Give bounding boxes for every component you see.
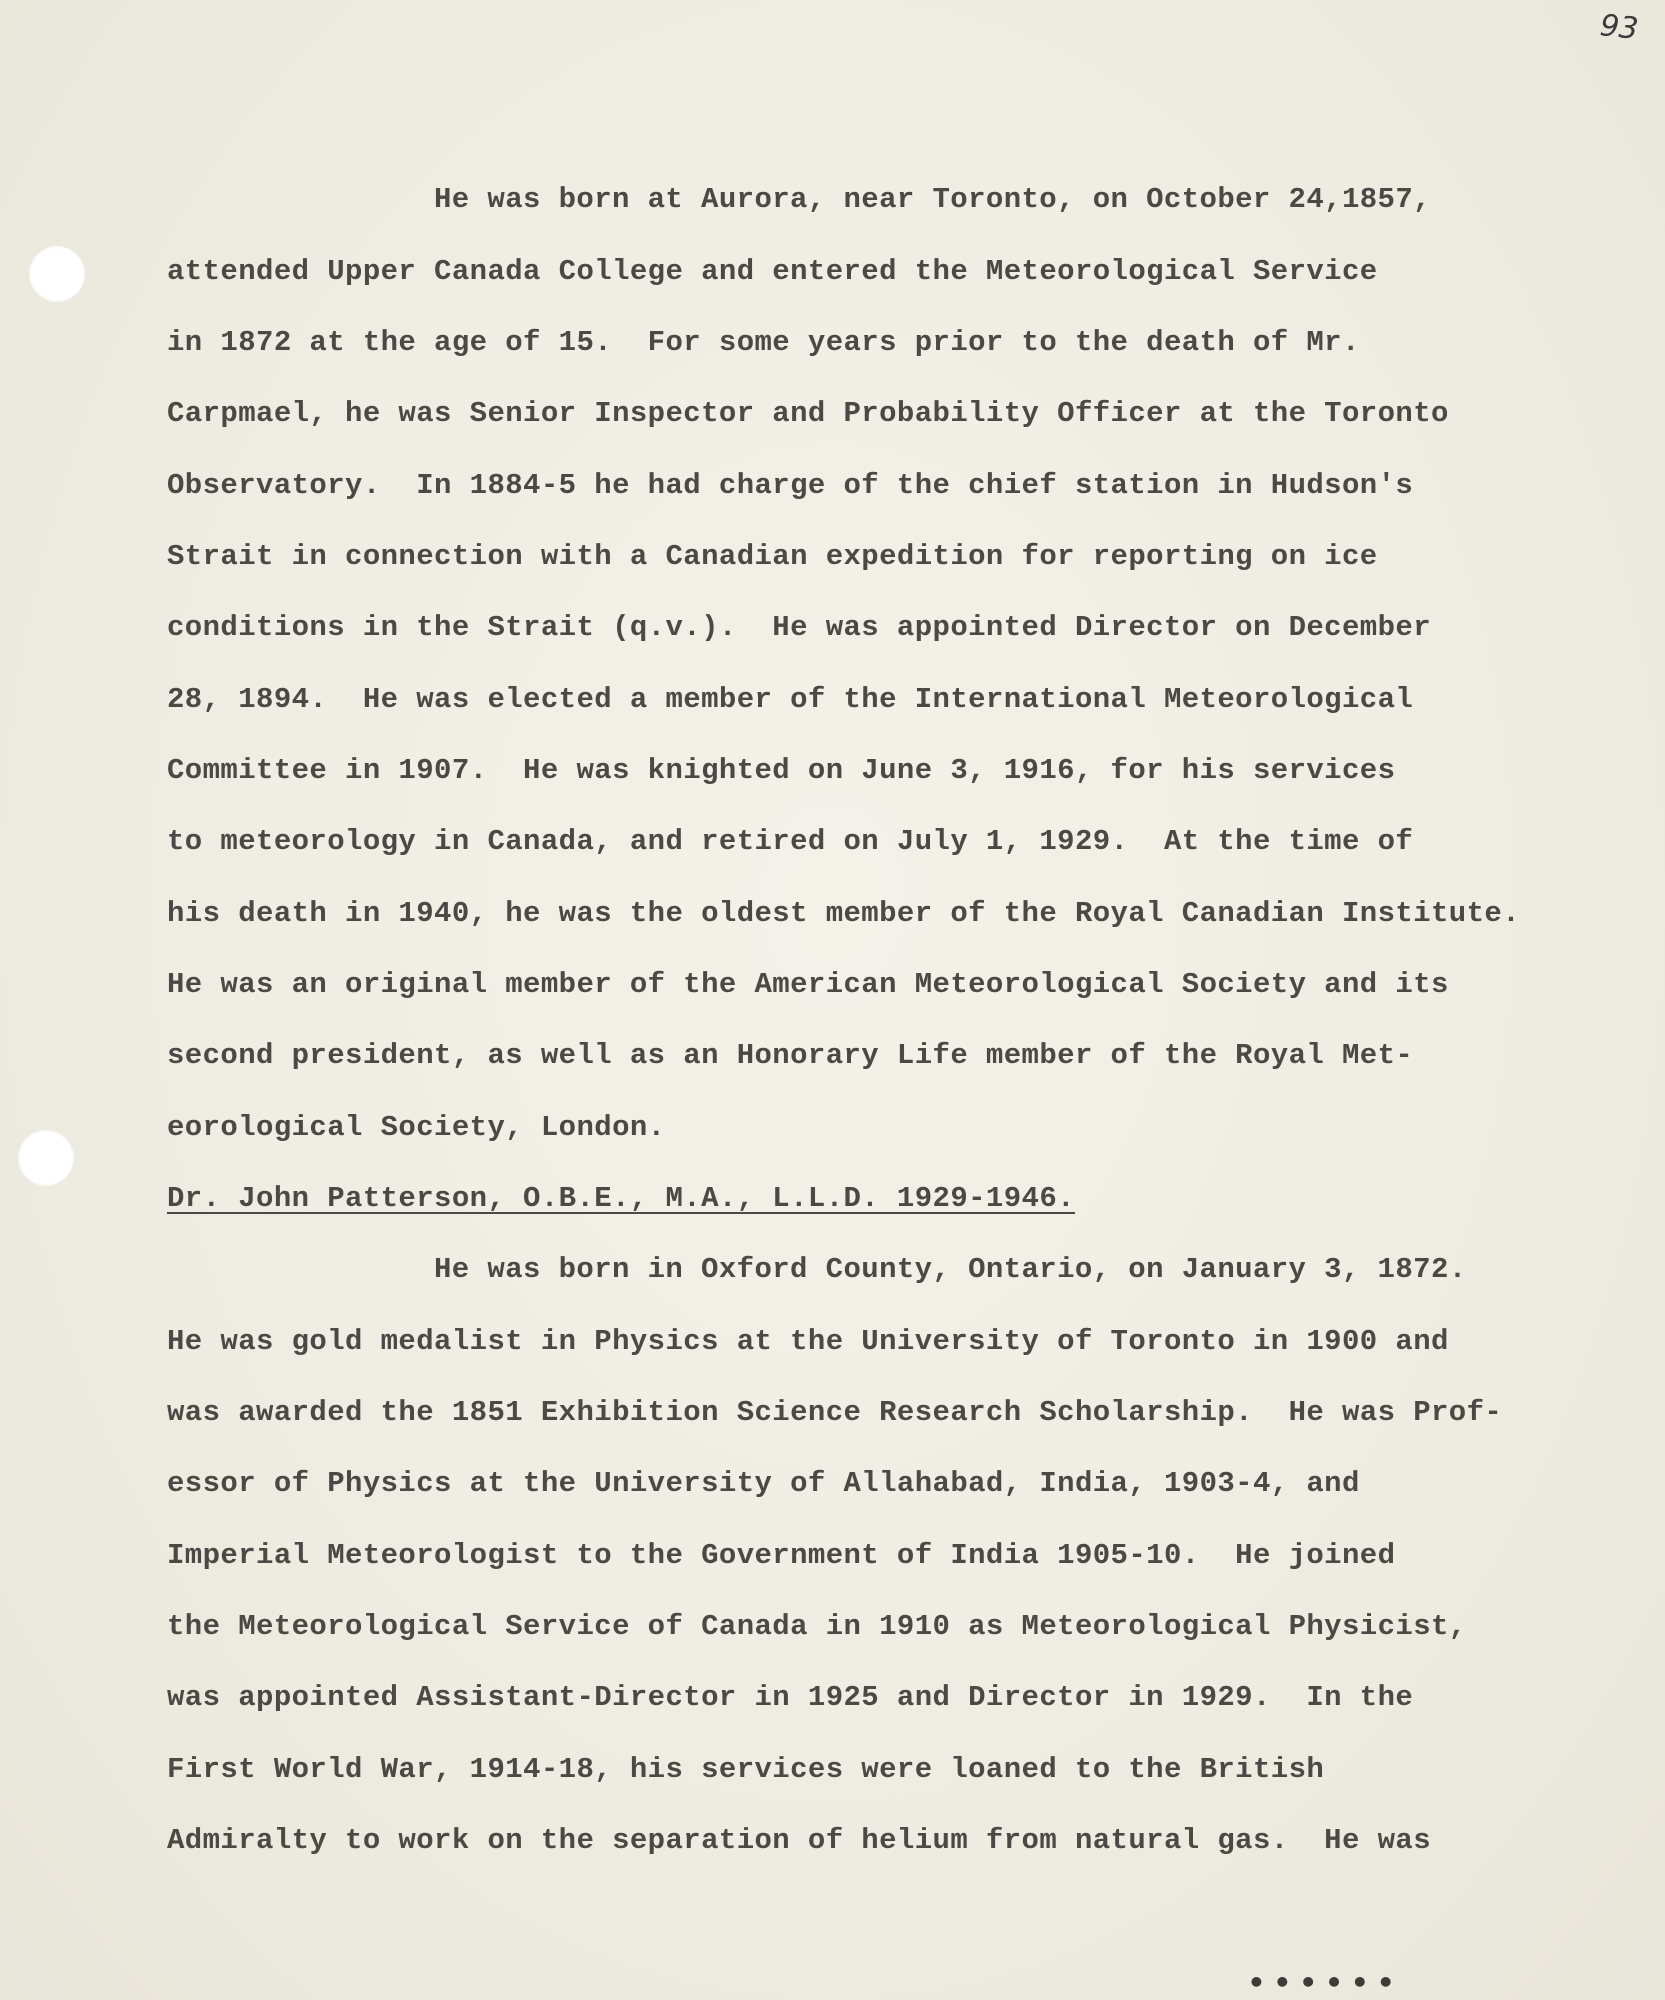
text-line: Strait in connection with a Canadian expedition for reporting on ice — [167, 540, 1378, 573]
text-line: to meteorology in Canada, and retired on July 1, 1929. At the time of — [167, 825, 1414, 858]
text-line: Observatory. In 1884-5 he had charge of the chief station in Hudson's — [167, 469, 1414, 502]
text-line: 28, 1894. He was elected a member of the International Meteorological — [167, 683, 1414, 716]
text-line: He was gold medalist in Physics at the University of Toronto in 1900 and — [167, 1325, 1449, 1358]
text-line: He was an original member of the American Meteorological Society and its — [167, 968, 1449, 1001]
page-number: 93 — [1598, 8, 1640, 47]
text-line: in 1872 at the age of 15. For some years prior to the death of Mr. — [167, 326, 1360, 359]
text-line: was awarded the 1851 Exhibition Science Research Scholarship. He was Prof- — [167, 1396, 1503, 1429]
text-line: Carpmael, he was Senior Inspector and Probability Officer at the Toronto — [167, 397, 1449, 430]
text-line: his death in 1940, he was the oldest member of the Royal Canadian Institute. — [167, 897, 1521, 930]
text-line: He was born in Oxford County, Ontario, on January 3, 1872. — [434, 1253, 1467, 1286]
text-line: First World War, 1914-18, his services were loaned to the British — [167, 1753, 1325, 1786]
text-line: Admiralty to work on the separation of helium from natural gas. He was — [167, 1824, 1432, 1857]
text-line: Imperial Meteorologist to the Government of India 1905-10. He joined — [167, 1539, 1396, 1572]
text-line: the Meteorological Service of Canada in 1910 as Meteorological Physicist, — [167, 1610, 1467, 1643]
text-line: Committee in 1907. He was knighted on June 3, 1916, for his services — [167, 754, 1396, 787]
section-heading: Dr. John Patterson, O.B.E., M.A., L.L.D. 1929-1946. — [167, 1182, 1075, 1215]
text-line: essor of Physics at the University of Allahabad, India, 1903-4, and — [167, 1467, 1360, 1500]
text-line: eorological Society, London. — [167, 1111, 666, 1144]
text-line: second president, as well as an Honorary Life member of the Royal Met- — [167, 1039, 1414, 1072]
text-line: He was born at Aurora, near Toronto, on October 24,1857, — [434, 183, 1431, 216]
continuation-dots: •••••• — [1248, 1966, 1404, 1999]
punch-hole — [18, 1130, 74, 1186]
text-line: conditions in the Strait (q.v.). He was appointed Director on December — [167, 611, 1432, 644]
text-line: attended Upper Canada College and entered the Meteorological Service — [167, 255, 1378, 288]
text-line: was appointed Assistant-Director in 1925 and Director in 1929. In the — [167, 1681, 1414, 1714]
punch-hole — [29, 246, 85, 302]
